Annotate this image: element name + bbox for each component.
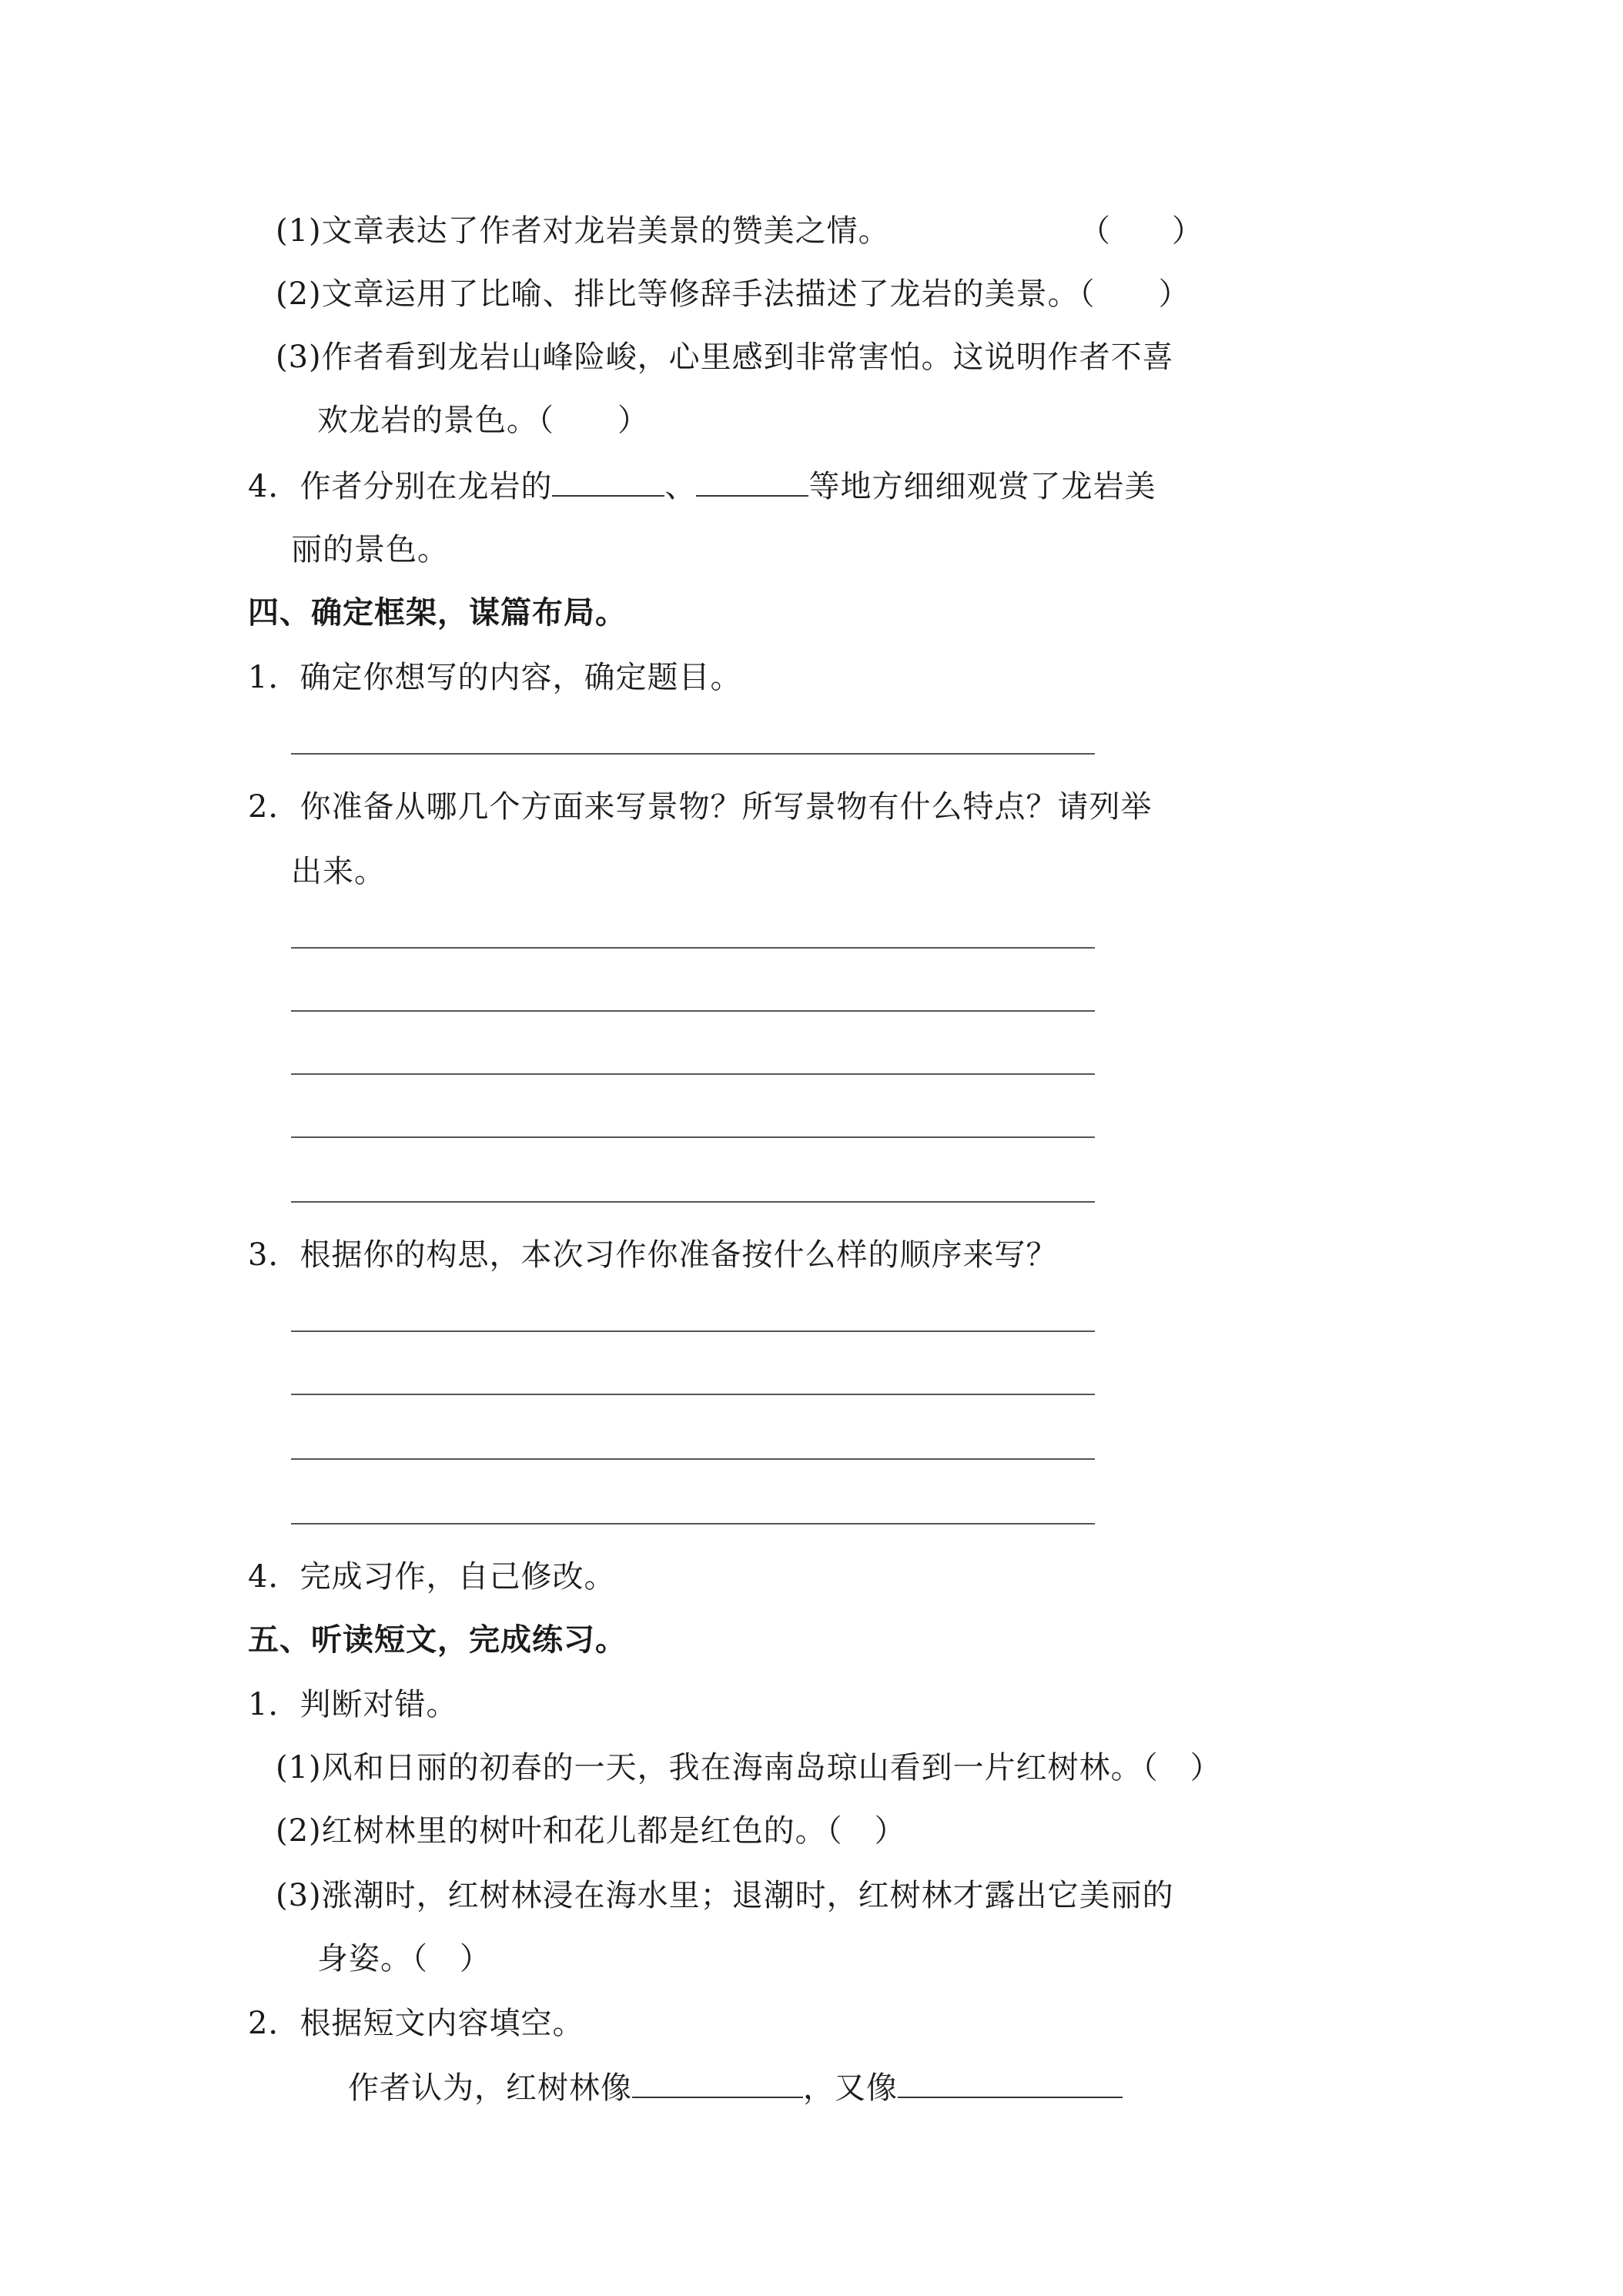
writing-line[interactable]: [291, 1394, 1095, 1395]
question-4-number: 4．: [248, 469, 300, 504]
section-4-question-1: 1．确定你想写的内容，确定题目。: [248, 660, 742, 695]
fill-mid: ，又像: [803, 2070, 898, 2106]
question-4-line2: 丽的景色。: [291, 532, 449, 567]
judge-item-2: (2)文章运用了比喻、排比等修辞手法描述了龙岩的美景。（ ）: [276, 276, 1190, 312]
section-5-judge-item-2: (2)红树林里的树叶和花儿都是红色的。（ ）: [276, 1813, 906, 1849]
question-4-suffix: 等地方细细观赏了龙岩美: [808, 469, 1156, 504]
section-4-title: 四、确定框架，谋篇布局。: [248, 594, 627, 631]
section-5-title: 五、听读短文，完成练习。: [248, 1622, 627, 1658]
section-4-question-2-line2: 出来。: [291, 854, 386, 889]
judge-item-1: (1)文章表达了作者对龙岩美景的赞美之情。: [276, 213, 890, 249]
writing-line[interactable]: [291, 1201, 1095, 1203]
fill-blank-1[interactable]: [632, 2070, 803, 2098]
section-5-judge-item-3-line2: 身姿。（ ）: [317, 1941, 491, 1976]
writing-line[interactable]: [291, 753, 1095, 755]
writing-line[interactable]: [291, 1073, 1095, 1075]
judge-item-1-answer-box[interactable]: （ ）: [1079, 213, 1203, 249]
section-4-question-2-line1: 2．你准备从哪几个方面来写景物？所写景物有什么特点？请列举: [248, 789, 1153, 825]
section-5-fill-line: [348, 2070, 1123, 2107]
judge-item-3-line2: 欢龙岩的景色。（ ）: [317, 403, 649, 438]
judge-item-3-line1: (3)作者看到龙岩山峰险峻，心里感到非常害怕。这说明作者不喜: [276, 340, 1174, 375]
question-4-blank-2[interactable]: [696, 469, 808, 497]
writing-line[interactable]: [291, 1010, 1095, 1012]
writing-line[interactable]: [291, 1523, 1095, 1525]
writing-line[interactable]: [291, 1458, 1095, 1460]
section-4-question-3: 3．根据你的构思，本次习作你准备按什么样的顺序来写？: [248, 1237, 1058, 1273]
question-4-separator: 、: [664, 469, 697, 504]
section-5-judge-item-3-line1: (3)涨潮时，红树林浸在海水里；退潮时，红树林才露出它美丽的: [276, 1878, 1174, 1913]
fill-blank-2[interactable]: [898, 2070, 1123, 2098]
section-4-question-4: 4．完成习作，自己修改。: [248, 1559, 616, 1595]
question-4-prefix: 作者分别在龙岩的: [300, 469, 553, 504]
writing-line[interactable]: [291, 1330, 1095, 1332]
section-5-judge-item-1: (1)风和日丽的初春的一天，我在海南岛琼山看到一片红树林。（ ）: [276, 1750, 1222, 1786]
question-4-line1: [248, 468, 1156, 505]
writing-line[interactable]: [291, 1136, 1095, 1138]
fill-prefix: 作者认为，红树林像: [348, 2070, 632, 2106]
question-4-blank-1[interactable]: [552, 469, 664, 497]
section-5-question-2: 2．根据短文内容填空。: [248, 2006, 584, 2041]
section-5-question-1: 1．判断对错。: [248, 1687, 458, 1722]
writing-line[interactable]: [291, 947, 1095, 949]
